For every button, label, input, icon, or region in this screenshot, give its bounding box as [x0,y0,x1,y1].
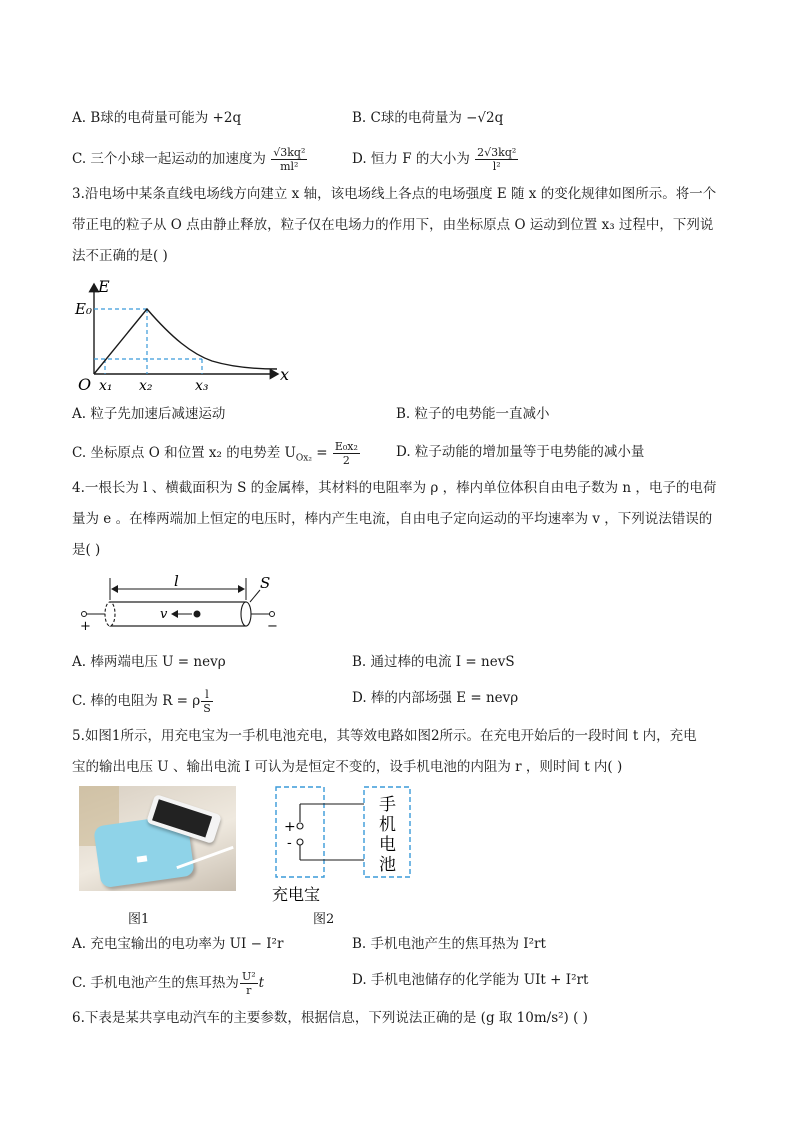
q5-option-d: D. 手机电池储存的化学能为 UIt + I²rt [352,972,589,988]
battery-label-1: 手 [379,795,396,815]
plus-terminal-label: + [80,619,91,634]
minus-label: - [287,835,292,851]
q4-stem-line1: 4.一根长为 l 、横截面积为 S 的金属棒，其材料的电阻率为 ρ ，棒内单位体积自由电子数为 n ，电子的电荷 [72,480,717,496]
velocity-label: v [160,607,168,622]
x2-label: x₂ [139,378,153,394]
q3-option-c: C. 坐标原点 O 和位置 x₂ 的电势差 $U_{Ox_2}$ = $\frac{\text{E₀x₂}}{2}$ [72,440,358,467]
x1-label: x₁ [99,378,113,394]
x3-label: x₃ [195,378,209,394]
minus-terminal-label: − [267,619,278,634]
powerbank-label: 充电宝 [272,885,321,904]
q4-option-b: B. 通过棒的电流 I = nevS [352,654,515,670]
q4-option-d: D. 棒的内部场强 E = nevρ [352,690,519,706]
q3-stem-line3: 法不正确的是( ) [72,248,168,264]
q4-stem-line2: 量为 e 。在棒两端加上恒定的电压时，棒内产生电流，自由电子定向运动的平均速率为 v ，下列说法错误的 [72,511,713,527]
plus-label: + [284,819,296,835]
battery-label-4: 池 [379,855,396,875]
q3-stem-line1: 3.沿电场中某条直线电场线方向建立 x 轴，该电场线上各点的电场强度 E 随 x 的变化规律如图所示。将一个 [72,186,717,202]
battery-label-3: 电 [379,835,396,855]
electron [194,611,201,618]
q5-option-b: B. 手机电池产生的焦耳热为 I²rt [352,936,546,952]
e-curve [94,309,277,374]
q5-option-a: A. 充电宝输出的电功率为 UI − I²r [72,936,284,952]
fig2-caption: 图2 [313,912,335,927]
q5-option-c: C. 手机电池产生的焦耳热为 $\frac{\text{U²}}{r}$ t [72,970,265,997]
q4-option-a: A. 棒两端电压 U = nevρ [72,654,226,670]
q3-option-b: B. 粒子的电势能一直减小 [396,406,550,422]
q3-stem-line2: 带正电的粒子从 O 点由静止释放，粒子仅在电场力的作用下，由坐标原点 O 运动到位置 x₃ 过程中，下列说 [72,217,714,233]
length-label: l [174,572,179,590]
q4-stem-line3: 是( ) [72,542,101,558]
q4-rod-figure [74,572,284,634]
origin-label: O [78,375,92,394]
q2-option-c: C. 三个小球一起运动的加速度为 $\frac{\text{√3kq²}}{\text{ml²}}$ [72,146,306,173]
battery-label-2: 机 [379,815,396,835]
charging-circuit [268,784,418,904]
q5-stem-line2: 宝的输出电压 U 、输出电流 I 可认为是恒定不变的，设手机电池的内阻为 r ，则时间 t 内( ) [72,759,623,775]
q2-option-b: B. C球的电荷量为 −√2q [352,110,504,126]
fig1-caption: 图1 [128,912,150,927]
q3-e-x-graph [72,276,302,396]
q6-stem-line1: 6.下表是某共享电动汽车的主要参数，根据信息，下列说法正确的是 (g 取 10m/s²) ( ) [72,1010,588,1026]
e0-label: E₀ [75,300,92,318]
q4-option-c: C. 棒的电阻为 R = ρ $\frac{l}{S}$ [72,688,211,715]
cross-section-label: S [260,574,271,592]
x-axis-label: x [280,365,290,384]
q2-option-d: D. 恒力 F 的大小为 $\frac{\text{2√3kq²}}{\text{l²}}$ [352,146,517,173]
q3-option-d: D. 粒子动能的增加量等于电势能的减小量 [396,444,645,460]
q5-stem-line1: 5.如图1所示，用充电宝为一手机电池充电，其等效电路如图2所示。在充电开始后的一段时间 t 内，充电 [72,728,697,744]
powerbank-photo [79,786,236,891]
q3-option-a: A. 粒子先加速后减速运动 [72,406,226,422]
plus-terminal [297,823,303,829]
minus-terminal [297,839,303,845]
y-axis-label: E [98,277,110,296]
q2-option-a: A. B球的电荷量可能为 +2q [72,110,242,126]
